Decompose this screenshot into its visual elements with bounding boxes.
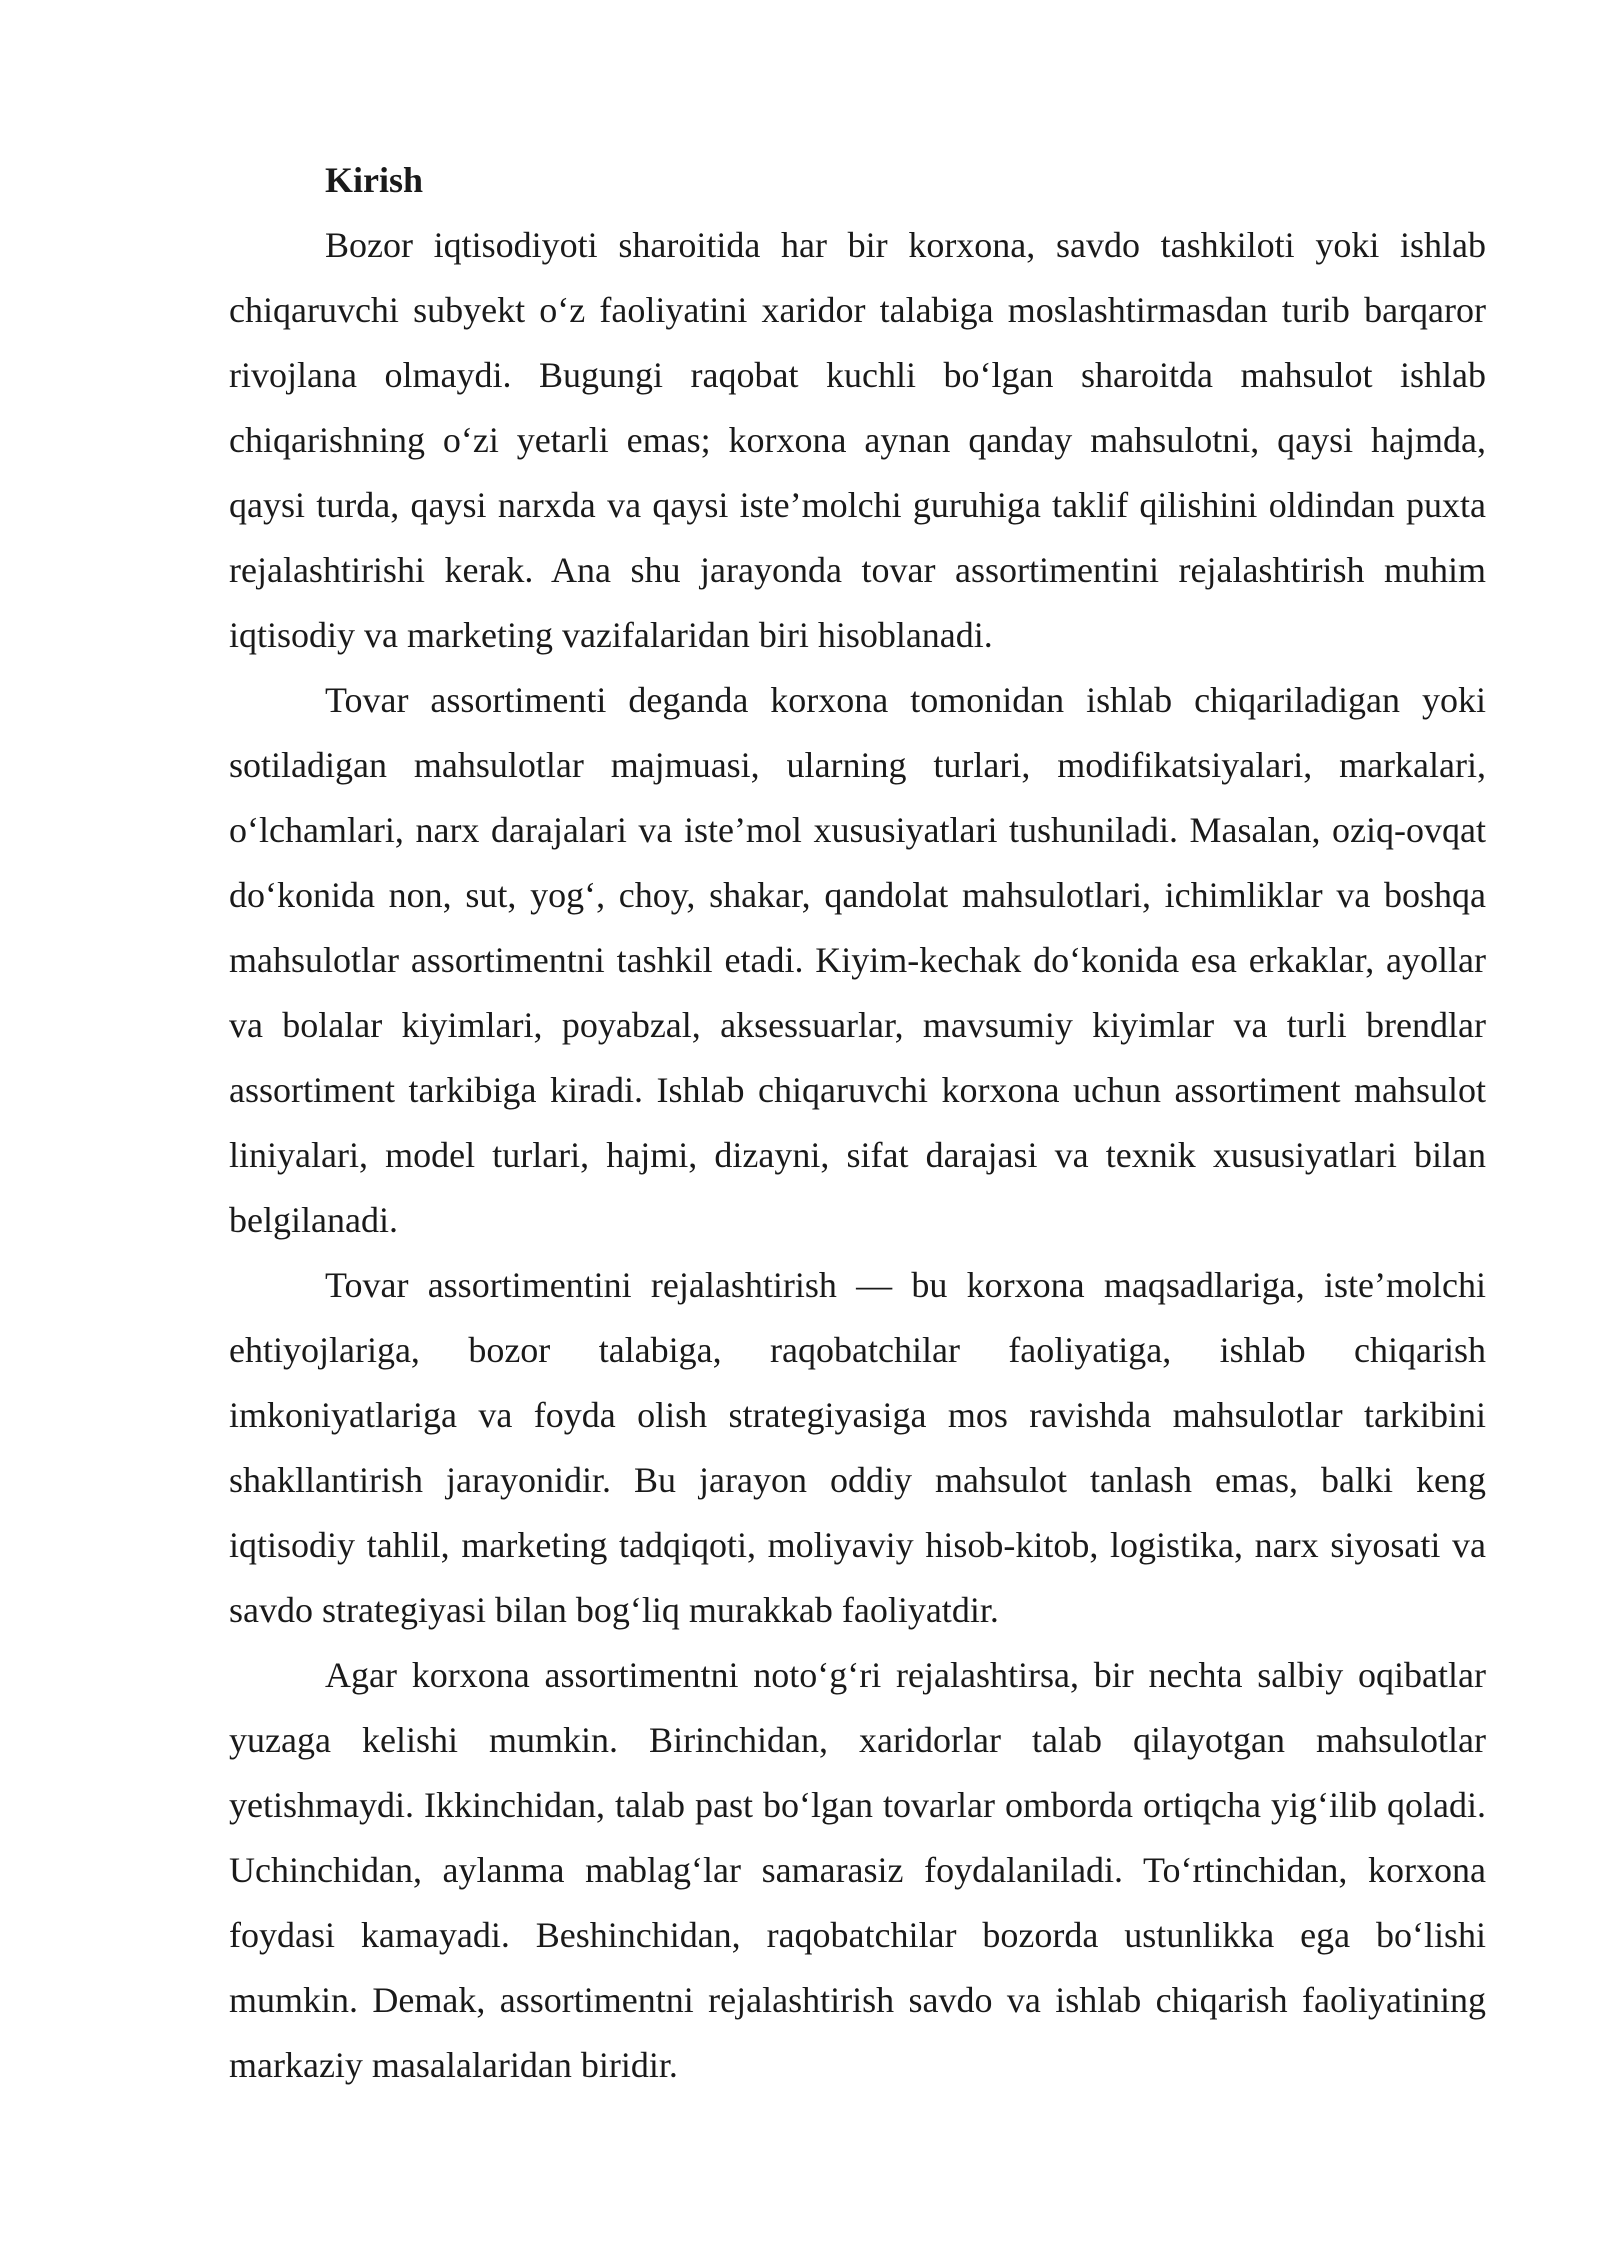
paragraph-4: Agar korxona assortimentni noto‘g‘ri rejalashtirsa, bir nechta salbiy oqibatlar yuzaga kelishi mumkin. Birinchidan, xaridorlar talab qilayotgan mahsulotlar yetishmaydi. Ikkinchidan, talab past bo‘lgan tovarlar omborda ortiqcha yig‘ilib qoladi. Uchinchidan, aylanma mablag‘lar samarasiz foydalaniladi. To‘rtinchidan, korxona foydasi kamayadi. Beshinchidan, raqobatchilar bozorda ustunlikka ega bo‘lishi mumkin. Demak, assortimentni rejalashtirish savdo va ishlab chiqarish faoliyatining markaziy masalalaridan biridir.	[229, 1655, 1486, 2085]
document-body	[229, 148, 1486, 2098]
paragraph-3: Tovar assortimentini rejalashtirish — bu korxona maqsadlariga, iste’molchi ehtiyojlariga, bozor talabiga, raqobatchilar faoliyatiga, ishlab chiqarish imkoniyatlariga va foyda olish strategiyasiga mos ravishda mahsulotlar tarkibini shakllantirish jarayonidir. Bu jarayon oddiy mahsulot tanlash emas, balki keng iqtisodiy tahlil, marketing tadqiqoti, moliyaviy hisob-kitob, logistika, narx siyosati va savdo strategiyasi bilan bog‘liq murakkab faoliyatdir.	[229, 1265, 1486, 1630]
paragraph-2: Tovar assortimenti deganda korxona tomonidan ishlab chiqariladigan yoki sotiladigan mahsulotlar majmuasi, ularning turlari, modifikatsiyalari, markalari, o‘lchamlari, narx darajalari va iste’mol xususiyatlari tushuniladi. Masalan, oziq-ovqat do‘konida non, sut, yog‘, choy, shakar, qandolat mahsulotlari, ichimliklar va boshqa mahsulotlar assortimentni tashkil etadi. Kiyim-kechak do‘konida esa erkaklar, ayollar va bolalar kiyimlari, poyabzal, aksessuarlar, mavsumiy kiyimlar va turli brendlar assortiment tarkibiga kiradi. Ishlab chiqaruvchi korxona uchun assortiment mahsulot liniyalari, model turlari, hajmi, dizayni, sifat darajasi va texnik xususiyatlari bilan belgilanadi.	[229, 680, 1486, 1240]
section-heading: Kirish	[325, 160, 424, 200]
paragraph-1: Bozor iqtisodiyoti sharoitida har bir korxona, savdo tashkiloti yoki ishlab chiqaruvchi subyekt o‘z faoliyatini xaridor talabiga moslashtirmasdan turib barqaror rivojlana olmaydi. Bugungi raqobat kuchli bo‘lgan sharoitda mahsulot ishlab chiqarishning o‘zi yetarli emas; korxona aynan qanday mahsulotni, qaysi hajmda, qaysi turda, qaysi narxda va qaysi iste’molchi guruhiga taklif qilishini oldindan puxta rejalashtirishi kerak. Ana shu jarayonda tovar assortimentini rejalashtirish muhim iqtisodiy va marketing vazifalaridan biri hisoblanadi.	[229, 225, 1486, 655]
